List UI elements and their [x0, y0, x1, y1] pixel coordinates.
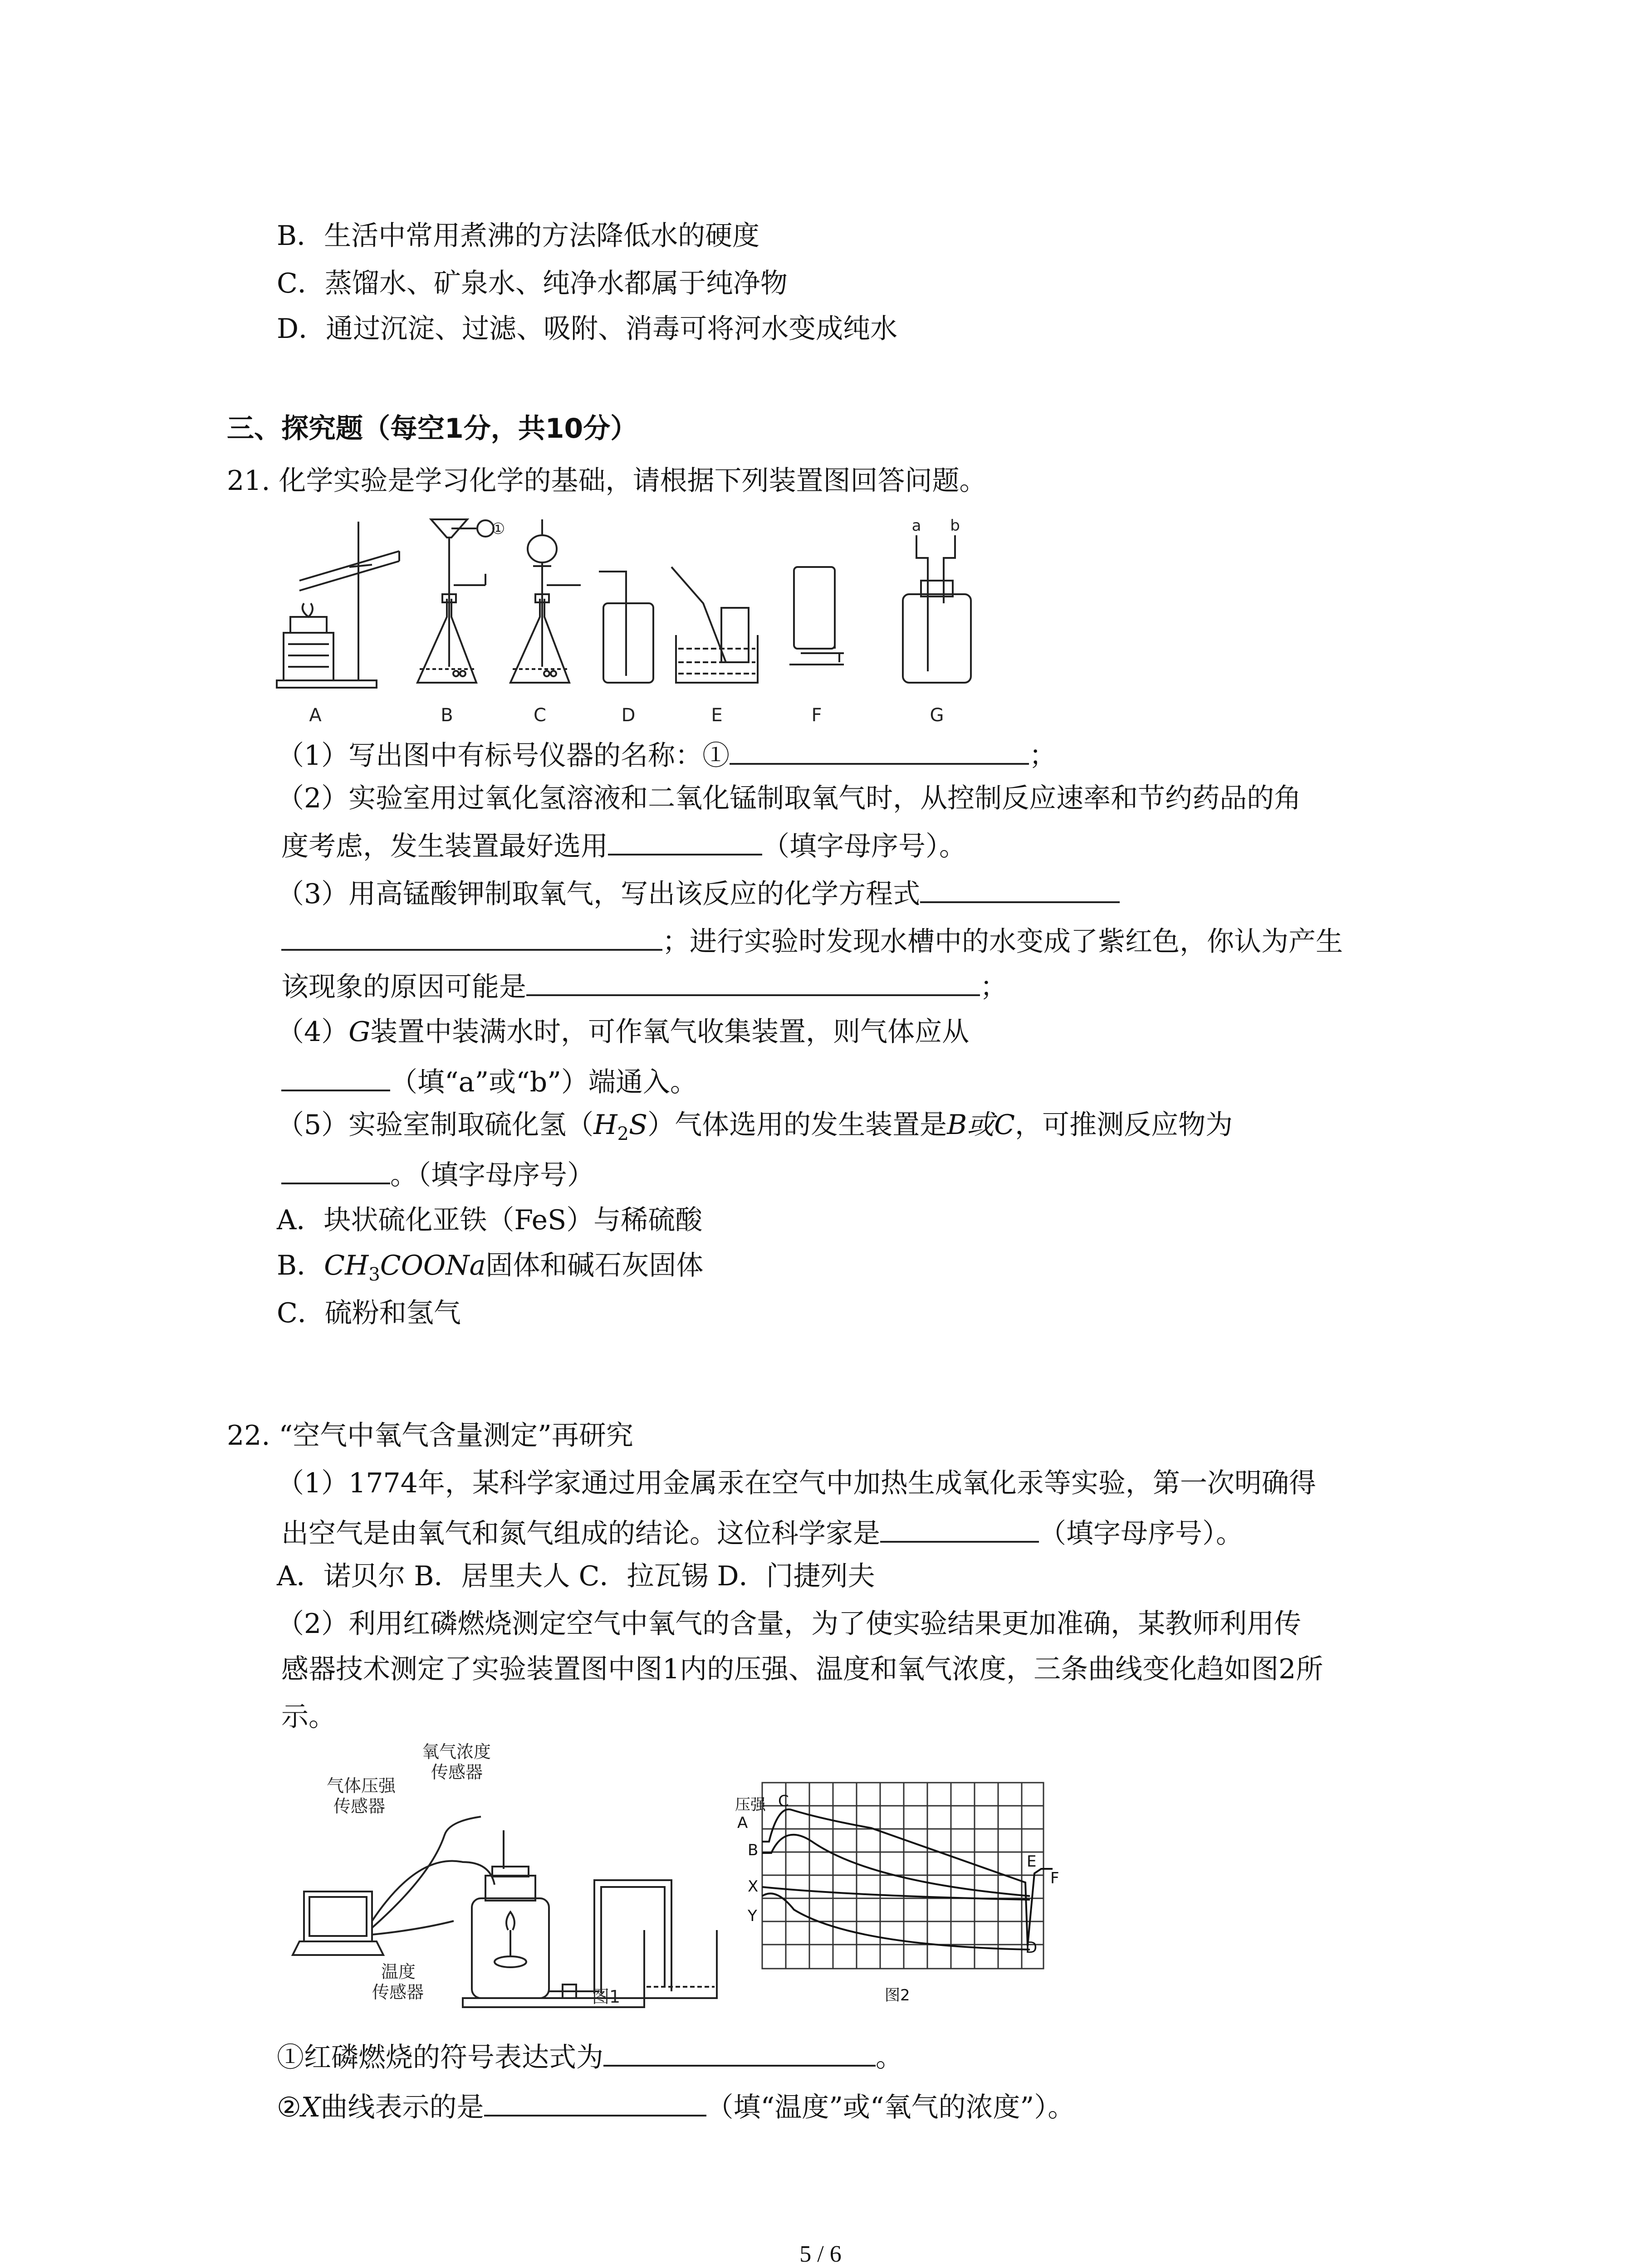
- temp-sensor-label-1: 温度: [381, 1962, 416, 1982]
- q21-p3-line3: 该现象的原因可能是 ；: [281, 966, 1007, 1005]
- apparatus-label-b: B: [441, 705, 453, 726]
- apparatus-label-f: F: [811, 705, 822, 726]
- q22-p1-line2: 出空气是由氧气和氮气组成的结论。这位科学家是 （填字母序号）。: [281, 1513, 1243, 1552]
- q21-p5-line1: （5）实验室制取硫化氢$(H_2S)$气体选用的发生装置是B或C，可推测反应物为: [277, 1109, 1233, 1144]
- pressure-sensor-label-2: 传感器: [333, 1796, 386, 1816]
- fig2-label-y: Y: [748, 1907, 757, 1925]
- q21-p5-line2: 。（填字母序号）: [281, 1154, 594, 1193]
- apparatus-figure: [272, 513, 1007, 732]
- apparatus-c: [510, 519, 581, 683]
- pressure-sensor-label-1: 气体压强: [327, 1776, 396, 1796]
- q21-option-b: B．$CH_3COONa$固体和碱石灰固体: [277, 1250, 704, 1285]
- q20-option-d: D．通过沉淀、过滤、吸附、消毒可将河水变成纯水: [277, 313, 898, 345]
- fig2-label-c: C: [778, 1792, 789, 1810]
- port-label-b: b: [950, 517, 960, 535]
- q21-p1: （1）写出图中有标号仪器的名称：① ；: [277, 735, 1056, 774]
- apparatus-a: [277, 522, 399, 688]
- o2-sensor-label-1: 氧气浓度: [422, 1742, 491, 1762]
- apparatus-label-a: A: [309, 705, 322, 726]
- apparatus-g: [903, 535, 971, 683]
- fig2-label-a: A: [737, 1814, 748, 1832]
- q21-option-c: C．硫粉和氢气: [277, 1297, 461, 1329]
- curve-b: [762, 1835, 1030, 1896]
- q21-option-a: A．块状硫化亚铁（FeS）与稀硫酸: [277, 1204, 703, 1236]
- q21-stem: 21. 化学实验是学习化学的基础，请根据下列装置图回答问题。: [227, 465, 987, 497]
- answer-blank-3c[interactable]: [526, 966, 980, 996]
- apparatus-label-e: E: [711, 705, 723, 726]
- answer-blank-7[interactable]: [603, 2037, 876, 2067]
- answer-blank-6[interactable]: [880, 1513, 1039, 1543]
- answer-blank-4[interactable]: [281, 1061, 390, 1091]
- answer-blank-5[interactable]: [281, 1154, 390, 1184]
- q22-stem: 22. “空气中氧气含量测定”再研究: [227, 1420, 633, 1452]
- q22-p2-line3: 示。: [281, 1701, 336, 1733]
- q22-p2-line2: 感器技术测定了实验装置图中图1内的压强、温度和氧气浓度，三条曲线变化趋如图2所: [281, 1653, 1323, 1685]
- q22-choices: A．诺贝尔 B．居里夫人 C．拉瓦锡 D．门捷列夫: [277, 1560, 875, 1592]
- q21-p4-line1: （4）G装置中装满水时，可作氧气收集装置，则气体应从: [277, 1016, 970, 1048]
- port-label-a: a: [911, 517, 921, 535]
- apparatus-label-d: D: [621, 705, 636, 726]
- apparatus-label-g: G: [930, 705, 944, 726]
- temp-sensor-label-2: 传感器: [372, 1982, 424, 2002]
- apparatus-e: [671, 567, 758, 683]
- fig2-ylabel: 压强: [735, 1796, 766, 1814]
- q21-p4-line2: （填“a”或“b”）端通入。: [281, 1061, 697, 1100]
- apparatus-label-c: C: [534, 705, 546, 726]
- fig2-label-b: B: [748, 1841, 759, 1859]
- apparatus-d: [599, 572, 653, 683]
- q22-sub-i: ①红磷燃烧的符号表达式为 。: [277, 2037, 903, 2076]
- figure-1-caption: 图1: [592, 1987, 621, 2007]
- q22-p2-line1: （2）利用红磷燃烧测定空气中氧气的含量，为了使实验结果更加准确，某教师利用传: [277, 1608, 1302, 1640]
- fig2-label-f: F: [1050, 1869, 1059, 1887]
- q21-p2-line2: 度考虑，发生装置最好选用 （填字母序号）。: [281, 826, 966, 865]
- q20-option-c: C．蒸馏水、矿泉水、纯净水都属于纯净物: [277, 268, 788, 299]
- answer-blank-1[interactable]: [730, 735, 1029, 765]
- marker-circled-1: ①: [491, 520, 505, 538]
- o2-sensor-label-2: 传感器: [431, 1762, 483, 1782]
- page-number: 5 / 6: [799, 2241, 842, 2267]
- q21-p3-line2: ；进行实验时发现水槽中的水变成了紫红色，你认为产生: [281, 921, 1343, 960]
- fig2-label-x: X: [748, 1877, 759, 1896]
- section-title: 三、探究题（每空1分，共10分）: [227, 413, 638, 445]
- fig2-label-d: D: [1025, 1939, 1038, 1957]
- answer-blank-3a[interactable]: [920, 873, 1120, 903]
- q22-sub-ii: ②X曲线表示的是 （填“温度”或“氧气的浓度”）。: [277, 2087, 1075, 2126]
- q21-p2-line1: （2）实验室用过氧化氢溶液和二氧化锰制取氧气时，从控制反应速率和节约药品的角: [277, 782, 1302, 814]
- answer-blank-8[interactable]: [484, 2087, 706, 2116]
- figure-2: [735, 1778, 1071, 2016]
- q21-p3-line1: （3）用高锰酸钾制取氧气，写出该反应的化学方程式: [277, 873, 1120, 912]
- figure-1: [281, 1740, 735, 2023]
- fig2-label-e: E: [1027, 1853, 1037, 1871]
- figure-2-caption: 图2: [885, 1986, 910, 2004]
- q20-option-b: B．生活中常用煮沸的方法降低水的硬度: [277, 220, 760, 252]
- answer-blank-3b[interactable]: [281, 921, 662, 951]
- apparatus-b: [417, 519, 494, 683]
- apparatus-f: [789, 567, 844, 665]
- q22-p1-line1: （1）1774年，某科学家通过用金属汞在空气中加热生成氧化汞等实验，第一次明确得: [277, 1467, 1316, 1499]
- answer-blank-2[interactable]: [608, 826, 762, 855]
